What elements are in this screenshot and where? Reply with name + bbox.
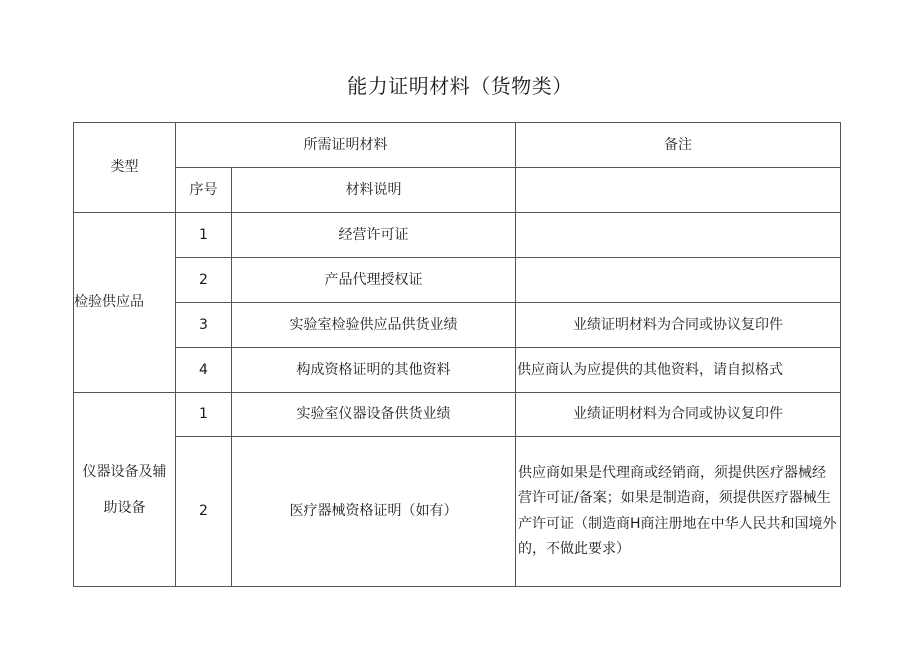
row-no: 2 (176, 437, 232, 587)
row-no: 1 (176, 213, 232, 258)
row-desc: 实验室仪器设备供货业绩 (232, 393, 516, 437)
table-row (74, 303, 841, 348)
header-remark: 备注 (516, 123, 841, 168)
row-remark: 供应商认为应提供的其他资料，请自拟格式 (516, 348, 841, 393)
row-remark: 业绩证明材料为合同或协议复印件 (516, 393, 841, 437)
row-desc: 经营许可证 (232, 213, 516, 258)
row-desc: 构成资格证明的其他资料 (232, 348, 516, 393)
row-no: 1 (176, 393, 232, 437)
row-no: 4 (176, 348, 232, 393)
row-desc: 实验室检验供应品供货业绩 (232, 303, 516, 348)
row-no: 2 (176, 258, 232, 303)
table-row (74, 393, 841, 437)
table-row (74, 437, 841, 587)
header-desc: 材料说明 (232, 168, 516, 213)
type-cell: 检验供应品 (74, 213, 176, 393)
type-cell: 仪器设备及辅助设备 (74, 393, 176, 587)
header-remark-empty (516, 168, 841, 213)
table-row (74, 348, 841, 393)
row-no: 3 (176, 303, 232, 348)
row-remark: 供应商如果是代理商或经销商，须提供医疗器械经营许可证/备案；如果是制造商，须提供医疗器械生产许可证（制造商H商注册地在中华人民共和国境外的，不做此要求） (516, 437, 841, 587)
row-remark (516, 258, 841, 303)
header-row (74, 123, 841, 168)
page-title: 能力证明材料（货物类） (347, 74, 573, 98)
header-required: 所需证明材料 (176, 123, 516, 168)
header-type: 类型 (74, 123, 176, 213)
subheader-row (74, 168, 841, 213)
row-remark (516, 213, 841, 258)
header-no: 序号 (176, 168, 232, 213)
table-row (74, 213, 841, 258)
materials-table (73, 122, 841, 587)
row-desc: 产品代理授权证 (232, 258, 516, 303)
table-row (74, 258, 841, 303)
row-remark: 业绩证明材料为合同或协议复印件 (516, 303, 841, 348)
row-desc: 医疗器械资格证明（如有） (232, 437, 516, 587)
